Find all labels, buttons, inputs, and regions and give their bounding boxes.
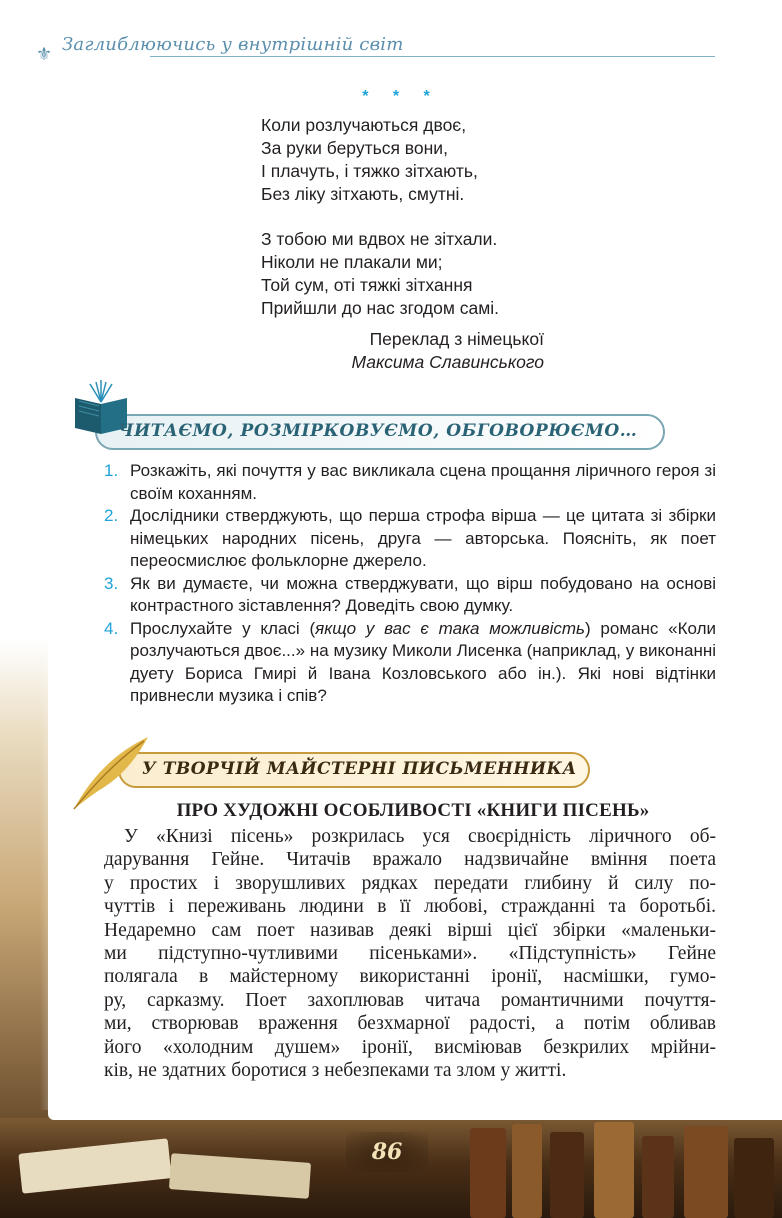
poem-line: З тобою ми вдвох не зітхали.: [261, 229, 498, 249]
poem-line: Прийшли до нас згодом самі.: [261, 298, 500, 318]
poem-separator: * * *: [362, 88, 440, 105]
article-body: [104, 825, 716, 1082]
ornament-icon: ⚜: [36, 44, 53, 64]
question-text-italic: якщо у вас є така можливість: [315, 618, 585, 638]
question-number: 1.: [104, 461, 119, 480]
article-line: ру, сарказму. Поет захоплював читача романтичними почуття-: [104, 989, 716, 1011]
background-fade: [40, 640, 100, 1110]
poem-stanza-2: [261, 228, 499, 320]
article-line: ми, створював враження безхмарної радості, а потім обливав: [104, 1013, 716, 1035]
translator-name: Максима Славинського: [351, 352, 544, 372]
question-number: 2.: [104, 506, 119, 525]
article-line: ків, не здатних боротися з небезпеками та злом у житті.: [104, 1060, 567, 1082]
running-head: Заглиблюючись у внутрішній світ: [62, 34, 404, 55]
question-number: 4.: [104, 618, 119, 638]
article-line: полягала в майстерному використанні іронії, насмішки, гумо-: [104, 966, 716, 988]
list-item: [104, 573, 716, 618]
article-line: У «Книзі пісень» розкрилась уся своєрідність ліричного об-: [124, 826, 716, 847]
credit-line: Переклад з німецької: [369, 329, 544, 349]
question-text: Дослідники стверджують, що перша строфа вірша — це цитата зі збірки німецьких народних пісень, друга — авторська. Поясніть, як поет переосмислює фольклорне джерело.: [130, 506, 716, 570]
poem-stanza-1: [261, 114, 478, 206]
question-number: 3.: [104, 573, 119, 593]
poem-line: За руки беруться вони,: [261, 138, 448, 158]
article-line: дарування Гейне. Читачів вражало надзвичайне вміння поета: [104, 849, 716, 871]
article-line: його «холодним душем» іронії, висміював безкрилих мрійни-: [104, 1036, 716, 1058]
question-text: [130, 619, 716, 706]
page-number: 86: [346, 1132, 428, 1172]
question-text-part: ) романс «Коли розлучаються двоє...» на музику Миколи Лисенка (наприклад, у виконанні дуету Бориса Гмирі й Івана Козловського або ін.). Які нові відтінки привнесли музика і спів?: [130, 618, 716, 705]
list-item: [104, 618, 716, 708]
article-line: у простих і зворушливих рядках передати глибину й силу по-: [104, 872, 716, 894]
translation-credit: [352, 328, 545, 374]
poem-line: Ніколи не плакали ми;: [261, 252, 443, 272]
poem-line: Без ліку зітхають, смутні.: [261, 184, 465, 204]
question-text: Розкажіть, які почуття у вас викликала сцена прощання ліричного героя зі своїм коханням.: [130, 461, 716, 503]
question-list: [104, 460, 716, 708]
article-line: чуттів і переживань людини в її любові, стражданні та боротьбі.: [104, 896, 716, 918]
question-text: Як ви думаєте, чи можна стверджувати, що вірш побудовано на основі контрастного зіставлення? Доведіть свою думку.: [130, 573, 716, 615]
section-title-discussion: ЧИТАЄМО, РОЗМІРКОВУЄМО, ОБГОВОРЮЄМО…: [118, 421, 638, 441]
poem-line: Коли розлучаються двоє,: [261, 115, 467, 135]
list-item: [104, 505, 716, 573]
question-text-part: Прослухайте у класі (: [130, 618, 316, 638]
article-line: Недаремно сам поет називав деякі вірші цієї збірки «маленьки-: [104, 919, 716, 941]
list-item: [104, 460, 716, 505]
poem-line: І плачуть, і тяжко зітхають,: [261, 161, 478, 181]
section-title-workshop: У ТВОРЧІЙ МАЙСТЕРНІ ПИСЬМЕННИКА: [142, 759, 577, 779]
article-title: ПРО ХУДОЖНІ ОСОБЛИВОСТІ «КНИГИ ПІСЕНЬ»: [176, 800, 650, 821]
poem-line: Той сум, оті тяжкі зітхання: [261, 275, 473, 295]
header-rule: [150, 56, 715, 57]
article-line: ми підступно-чутливими пісеньками». «Підступність» Гейне: [104, 943, 716, 965]
